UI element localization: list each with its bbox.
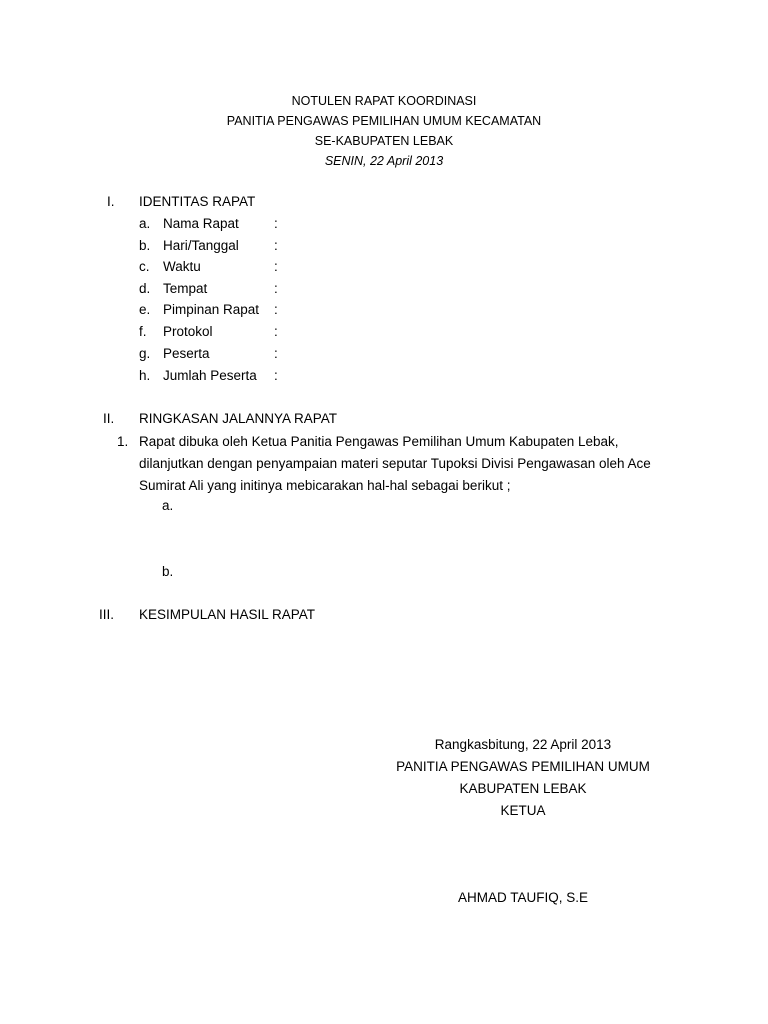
header-date: SENIN, 22 April 2013	[324, 154, 444, 168]
subpoint-b: b.	[162, 564, 174, 579]
section1-numeral: I.	[107, 194, 115, 209]
item-letter: c.	[139, 259, 150, 274]
item-letter: g.	[139, 346, 151, 361]
item-letter: f.	[139, 324, 147, 339]
item-colon: :	[274, 216, 278, 231]
item-letter: d.	[139, 281, 151, 296]
signature-name: AHMAD TAUFIQ, S.E	[457, 890, 589, 905]
item-label: Jumlah Peserta	[163, 368, 257, 383]
item-colon: :	[274, 324, 278, 339]
item-colon: :	[274, 302, 278, 317]
item-label: Hari/Tanggal	[163, 238, 239, 253]
point1-number: 1.	[117, 434, 129, 449]
section1-title: IDENTITAS RAPAT	[139, 194, 256, 209]
item-label: Tempat	[163, 281, 208, 296]
signature-org-line1: PANITIA PENGAWAS PEMILIHAN UMUM	[396, 759, 650, 774]
item-colon: :	[274, 368, 278, 383]
signature-role: KETUA	[500, 803, 546, 818]
subpoint-a: a.	[162, 498, 174, 513]
point1-line2: dilanjutkan dengan penyampaian materi seputar Tupoksi Divisi Pengawasan oleh Ace	[139, 456, 651, 471]
section3-numeral: III.	[99, 607, 115, 622]
signature-place-date: Rangkasbitung, 22 April 2013	[434, 737, 612, 752]
item-letter: e.	[139, 302, 151, 317]
item-colon: :	[274, 259, 278, 274]
item-colon: :	[274, 238, 278, 253]
header-title-line3: SE-KABUPATEN LEBAK	[314, 134, 454, 148]
item-letter: h.	[139, 368, 151, 383]
header-title-line2: PANITIA PENGAWAS PEMILIHAN UMUM KECAMATAN	[226, 114, 542, 128]
section2-numeral: II.	[103, 411, 115, 426]
header-title-line1: NOTULEN RAPAT KOORDINASI	[291, 94, 477, 108]
section3-title: KESIMPULAN HASIL RAPAT	[139, 607, 316, 622]
item-letter: b.	[139, 238, 151, 253]
item-letter: a.	[139, 216, 151, 231]
item-label: Peserta	[163, 346, 210, 361]
signature-org-line2: KABUPATEN LEBAK	[459, 781, 587, 796]
item-colon: :	[274, 346, 278, 361]
section2-title: RINGKASAN JALANNYA RAPAT	[139, 411, 338, 426]
point1-line1: Rapat dibuka oleh Ketua Panitia Pengawas Pemilihan Umum Kabupaten Lebak,	[139, 434, 619, 449]
item-label: Pimpinan Rapat	[163, 302, 260, 317]
item-label: Nama Rapat	[163, 216, 239, 231]
item-label: Waktu	[163, 259, 201, 274]
item-label: Protokol	[163, 324, 213, 339]
point1-line3: Sumirat Ali yang initinya mebicarakan hal-hal sebagai berikut ;	[139, 478, 511, 493]
item-colon: :	[274, 281, 278, 296]
